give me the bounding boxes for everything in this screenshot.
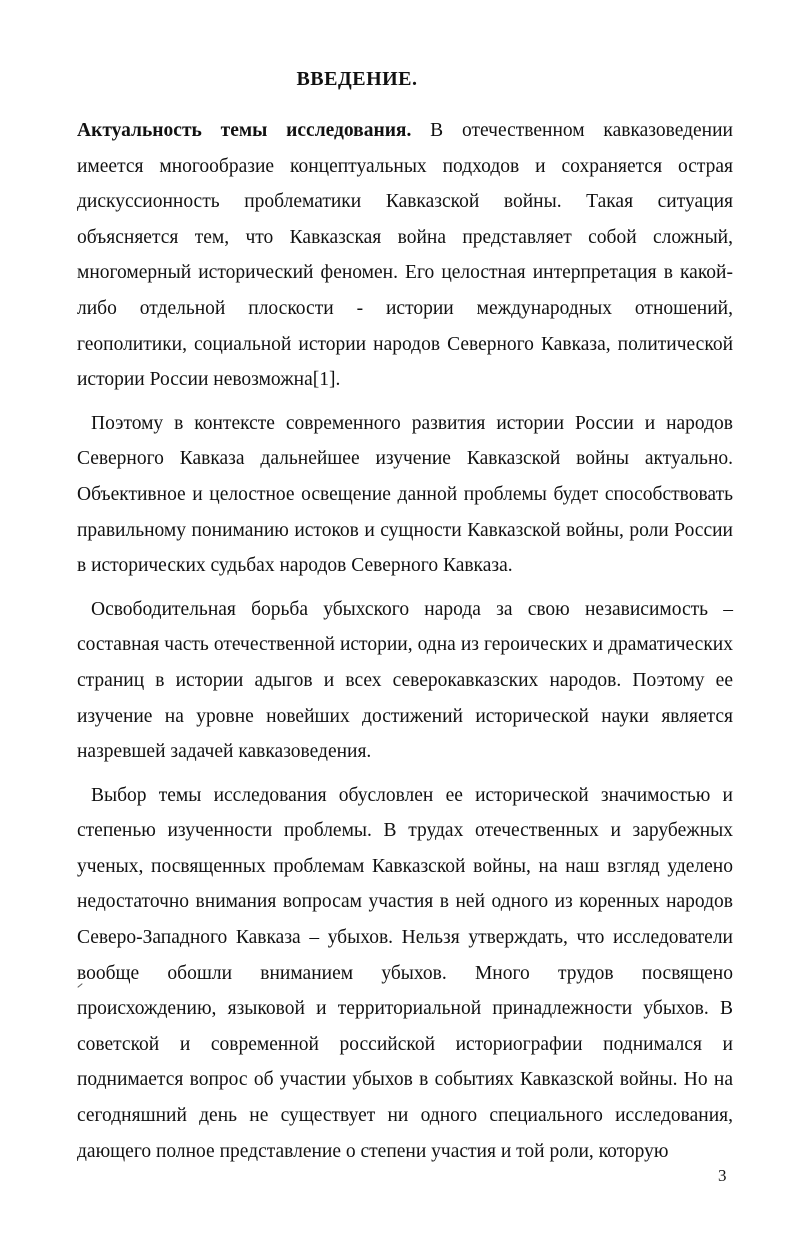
paragraph-struggle: Освободительная борьба убыхского народа за свою независимость – составная часть отечественной истории, одна из героических и драматических страниц в истории адыгов и всех северокавказских народов. Поэтому ее изучение на уровне новейших достижений исторической науки является назревшей задачей кавказоведения. xyxy=(77,598,733,763)
paragraph-topic-choice: Выбор темы исследования обусловлен ее исторической значимостью и степенью изученности проблемы. В трудах отечественных и зарубежных ученых, посвященных проблемам Кавказской войны, на наш взгляд уделено недостаточно внимания вопросам участия в ней одного из коренных народов Северо-Западного Кавказа – убыхов. Нельзя утверждать, что исследователи вообще обошли вниманием убыхов. Много трудов посвящено происхождению, языковой и территориальной принадлежности убыхов. В советской и современной российской историографии поднимался и поднимается вопрос об участии убыхов в событиях Кавказской войны. Но на сегодняшний день не существует ни одного специального исследования, дающего полное представление о степени участия и той роли, которую xyxy=(77,784,733,1162)
paragraph-lead: Актуальность темы исследования. xyxy=(77,120,412,141)
body-text xyxy=(77,113,733,1169)
paragraph-context: Поэтому в контексте современного развития истории России и народов Северного Кавказа дальнейшее изучение Кавказской войны актуально. Объективное и целостное освещение данной проблемы будет способствовать правильному пониманию истоков и сущности Кавказской войны, роли России в исторических судьбах народов Северного Кавказа. xyxy=(77,412,733,577)
paragraph-relevance xyxy=(77,113,733,398)
page-number: 3 xyxy=(718,1166,727,1185)
paragraph-text: В отечественном кавказоведении имеется многообразие концептуальных подходов и сохраняется острая дискуссионность проблематики Кавказской войны. Такая ситуация объясняется тем, что Кавказская война представляет собой сложный, многомерный исторический феномен. Его целостная интерпретация в какой-либо отдельной плоскости - истории международных отношений, геополитики, социальной истории народов Северного Кавказа, политической истории России невозможна[1]. xyxy=(77,120,733,391)
page-heading: ВВЕДЕНИЕ. xyxy=(296,68,418,90)
